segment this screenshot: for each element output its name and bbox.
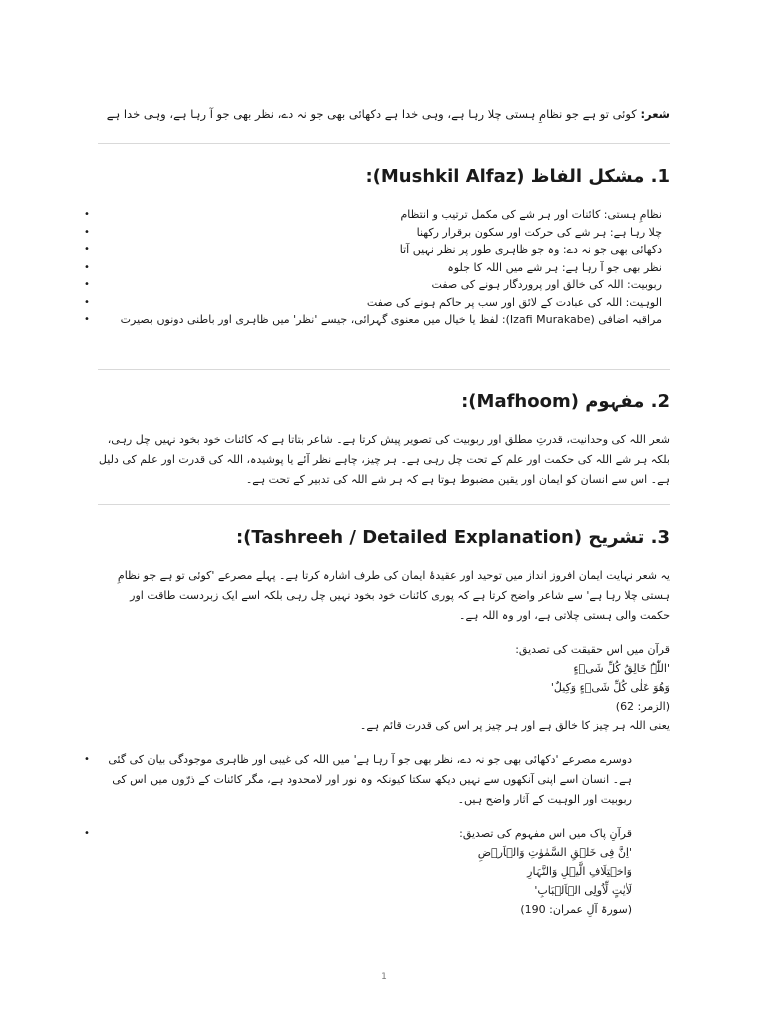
quote-reference: (سورۃ آلِ عمران: 190) [520, 903, 632, 916]
quran-quote-1 [98, 640, 670, 735]
quote-line: لَاٰیٰتٍ لِّاُولِی الۡاَلۡبَابِ' [534, 884, 632, 897]
list-item: • الوہیت: اللہ کی عبادت کے لائق اور سب پر حاکم ہونے کی صفت [98, 294, 670, 312]
quote-line: 'اِنَّ فِی خَلۡقِ السَّمٰوٰتِ وَالۡاَرۡضِ [477, 846, 632, 859]
bullet-icon: • [84, 261, 90, 273]
quote-meaning: یعنی اللہ ہر چیز کا خالق ہے اور ہر چیز پر اس کی قدرت قائم ہے۔ [359, 719, 670, 732]
point-text: دوسرے مصرعے 'دکھائی بھی جو نہ دے، نظر بھی جو آ رہا ہے' میں اللہ کی غیبی اور ظاہری موجودگی بیان کی گئی ہے۔ انسان اسے اپنی آنکھوں سے نہیں دیکھ سکتا کیونکہ وہ نور اور لامحدود ہے، مگر کائنات کے ذرّوں میں اس کی ربوبیت اور الوہیت کے آثار واضح ہیں۔ [108, 753, 632, 806]
section-1-list [84, 206, 670, 329]
divider [98, 504, 670, 505]
section-3-point-2 [84, 750, 670, 810]
quote-line: 'اللّٰہُ خَالِقُ کُلِّ شَیۡءٍ [573, 662, 670, 675]
bullet-icon: • [84, 828, 90, 839]
list-item: • مراقبہ اضافی (Izafi Murakabe): لفظ یا خیال میں معنوی گہرائی، جیسے 'نظر' میں ظاہری اور باطنی دونوں بصیرت [98, 311, 670, 329]
list-item: • چلا رہا ہے: ہر شے کی حرکت اور سکون برقرار رکھنا [98, 224, 670, 242]
section-1-title: 1. مشکل الفاظ (Mushkil Alfaz): [365, 166, 670, 187]
quote-line: وَهُوَ عَلٰی کُلِّ شَیۡءٍ وَکِیلٌ' [550, 681, 670, 694]
section-3-intro: یہ شعر نہایت ایمان افروز انداز میں توحید اور عقیدۂ ایمان کی طرف اشارہ کرتا ہے۔ پہلے مصرعے 'کوئی تو ہے جو نظامِ ہستی چلا رہا ہے' سے شاعر واضح کرتا ہے کہ پوری کائنات خود بخود نہیں چل رہی بلکہ اسے ایک زبردست طاقت اور حکمت والی ہستی چلاتی ہے، اور وہ اللہ ہے۔ [117, 569, 670, 622]
list-item: • نظر بھی جو آ رہا ہے: ہر شے میں اللہ کا جلوہ [98, 259, 670, 277]
verse-label: شعر: [640, 107, 670, 121]
quote-heading: قرآن میں اس حقیقت کی تصدیق: [515, 643, 670, 656]
quran-quote-2 [84, 824, 670, 919]
section-3-title: 3. تشریح (Tashreeh / Detailed Explanation): [235, 527, 670, 548]
quote-heading: قرآنِ پاک میں اس مفہوم کی تصدیق: [459, 827, 632, 840]
page-number: 1 [381, 972, 387, 982]
bullet-icon: • [84, 296, 90, 308]
verse-line [98, 104, 670, 124]
bullet-icon: • [84, 279, 90, 290]
bullet-icon: • [84, 314, 90, 325]
divider [98, 143, 670, 144]
divider [98, 369, 670, 370]
quote-line: وَاخۡتِلَافِ الَّیۡلِ وَالنَّہَارِ [527, 865, 632, 878]
list-item: • دکھائی بھی جو نہ دے: وہ جو ظاہری طور پر نظر نہیں آتا [98, 241, 670, 259]
bullet-icon: • [84, 244, 90, 255]
quote-reference: (الزمر: 62) [615, 700, 670, 713]
list-item: • ربوبیت: اللہ کی خالق اور پروردگار ہونے کی صفت [98, 276, 670, 294]
bullet-icon: • [84, 209, 90, 220]
section-2-title: 2. مفہوم (Mafhoom): [461, 391, 670, 412]
section-2-text: شعر اللہ کی وحدانیت، قدرتِ مطلق اور ربوبیت کی تصویر پیش کرتا ہے۔ شاعر بتاتا ہے کہ کائنات خود بخود نہیں چل رہی، بلکہ ہر شے اللہ کی حکمت اور علم کے تحت چل رہی ہے۔ ہر چیز، چاہے نظر آئے یا پوشیدہ، اللہ کی قدرت اور علم کی دلیل ہے۔ اس سے انسان کو ایمان اور یقین مضبوط ہوتا ہے کہ ہر شے اللہ کی تدبیر کے تحت ہے۔ [98, 433, 670, 486]
verse-text: کوئی تو ہے جو نظامِ ہستی چلا رہا ہے، وہی خدا ہے دکھائی بھی جو نہ دے، نظر بھی جو آ رہا ہے، وہی خدا ہے [106, 107, 637, 121]
list-item: • نظامِ ہستی: کائنات اور ہر شے کی مکمل ترتیب و انتظام [98, 206, 670, 224]
bullet-icon: • [84, 754, 90, 765]
bullet-icon: • [84, 226, 90, 238]
